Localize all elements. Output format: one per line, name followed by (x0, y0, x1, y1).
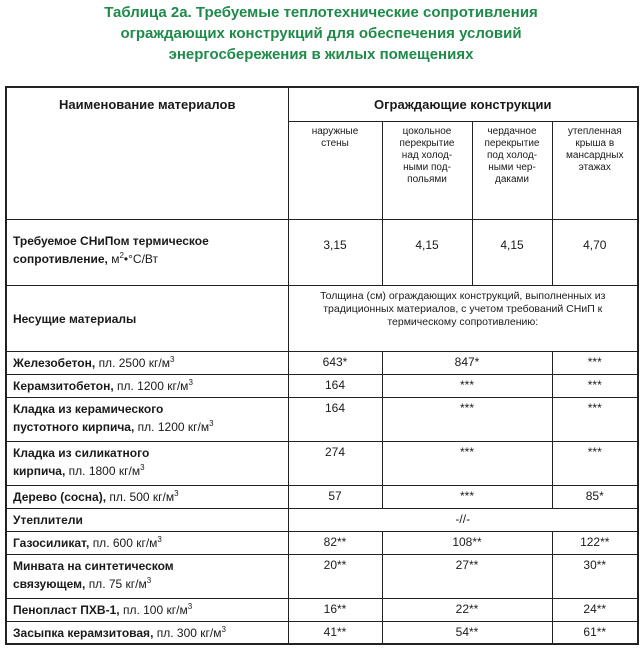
required-value-roof: 4,70 (552, 219, 638, 285)
value-cell: *** (382, 485, 552, 508)
value-cell: -//- (288, 508, 638, 531)
value-cell: 54** (382, 621, 552, 644)
caption-line-1: Таблица 2а. Требуемые теплотехнические сопротивления (104, 4, 538, 21)
header-structures: Ограждающие конструкции (288, 87, 638, 121)
table-row (6, 554, 638, 598)
required-value-walls: 3,15 (288, 219, 382, 285)
col-header-attic-floor: чердачное перекрытие под холод- ными чер- даками (472, 121, 552, 219)
value-cell: 847* (382, 351, 552, 374)
col-header-outer-walls: наружные стены (288, 121, 382, 219)
value-cell: 30** (552, 554, 638, 598)
value-cell: *** (552, 441, 638, 485)
table-row (6, 485, 638, 508)
table-caption (0, 2, 642, 65)
value-cell: 85* (552, 485, 638, 508)
material-name: Железобетон, пл. 2500 $кг/м^3$ (6, 351, 288, 374)
value-cell: *** (552, 397, 638, 441)
value-cell: 57 (288, 485, 382, 508)
required-value-basement: 4,15 (382, 219, 472, 285)
bearing-note: Толщина (см) ограждающих конструкций, выполненных из традиционных материалов, с учетом требований СНиП к термическому сопротивлению: (288, 285, 638, 351)
table-row (6, 441, 638, 485)
table-row (6, 508, 638, 531)
value-cell: *** (382, 441, 552, 485)
col-header-basement-floor: цокольное перекрытие над холод- ными под- польями (382, 121, 472, 219)
material-name: Кладка из керамического пустотного кирпича, пл. 1200 $кг/м^3$ (6, 397, 288, 441)
col-header-mansard-roof: утепленная крыша в мансардных этажах (552, 121, 638, 219)
value-cell: 27** (382, 554, 552, 598)
table-row (6, 397, 638, 441)
table-row (6, 621, 638, 644)
value-cell: 61** (552, 621, 638, 644)
thermal-resistance-table (5, 86, 639, 645)
material-name: Минвата на синтетическом связующем, пл. 75 $кг/м^3$ (6, 554, 288, 598)
header-materials: Наименование материалов (6, 87, 288, 219)
value-cell: 164 (288, 397, 382, 441)
required-resistance-label: Требуемое СНиПом термическое сопротивление, $м^2•^\circ С/Вт$ (6, 219, 288, 285)
value-cell: 122** (552, 531, 638, 554)
table-row (6, 531, 638, 554)
value-cell: *** (382, 374, 552, 397)
table-row (6, 351, 638, 374)
material-name: Газосиликат, пл. 600 $кг/м^3$ (6, 531, 288, 554)
material-name: Дерево (сосна), пл. 500 $кг/м^3$ (6, 485, 288, 508)
value-cell: *** (552, 351, 638, 374)
caption-line-2: ограждающих конструкций для обеспечения условий (120, 25, 522, 42)
table-row (6, 374, 638, 397)
material-name: Утеплители (6, 508, 288, 531)
value-cell: *** (382, 397, 552, 441)
value-cell: 274 (288, 441, 382, 485)
material-name: Пенопласт ПХВ-1, пл. 100 $кг/м^3$ (6, 598, 288, 621)
value-cell: 41** (288, 621, 382, 644)
value-cell: 20** (288, 554, 382, 598)
value-cell: *** (552, 374, 638, 397)
value-cell: 16** (288, 598, 382, 621)
material-name: Кладка из силикатного кирпича, пл. 1800 $кг/м^3$ (6, 441, 288, 485)
value-cell: 24** (552, 598, 638, 621)
material-name: Керамзитобетон, пл. 1200 $кг/м^3$ (6, 374, 288, 397)
table-row (6, 598, 638, 621)
value-cell: 22** (382, 598, 552, 621)
required-value-attic: 4,15 (472, 219, 552, 285)
caption-line-3: энергосбережения в жилых помещениях (168, 46, 474, 63)
value-cell: 82** (288, 531, 382, 554)
value-cell: 643* (288, 351, 382, 374)
material-name: Засыпка керамзитовая, пл. 300 $кг/м^3$ (6, 621, 288, 644)
value-cell: 108** (382, 531, 552, 554)
bearing-materials-label: Несущие материалы (6, 285, 288, 351)
value-cell: 164 (288, 374, 382, 397)
